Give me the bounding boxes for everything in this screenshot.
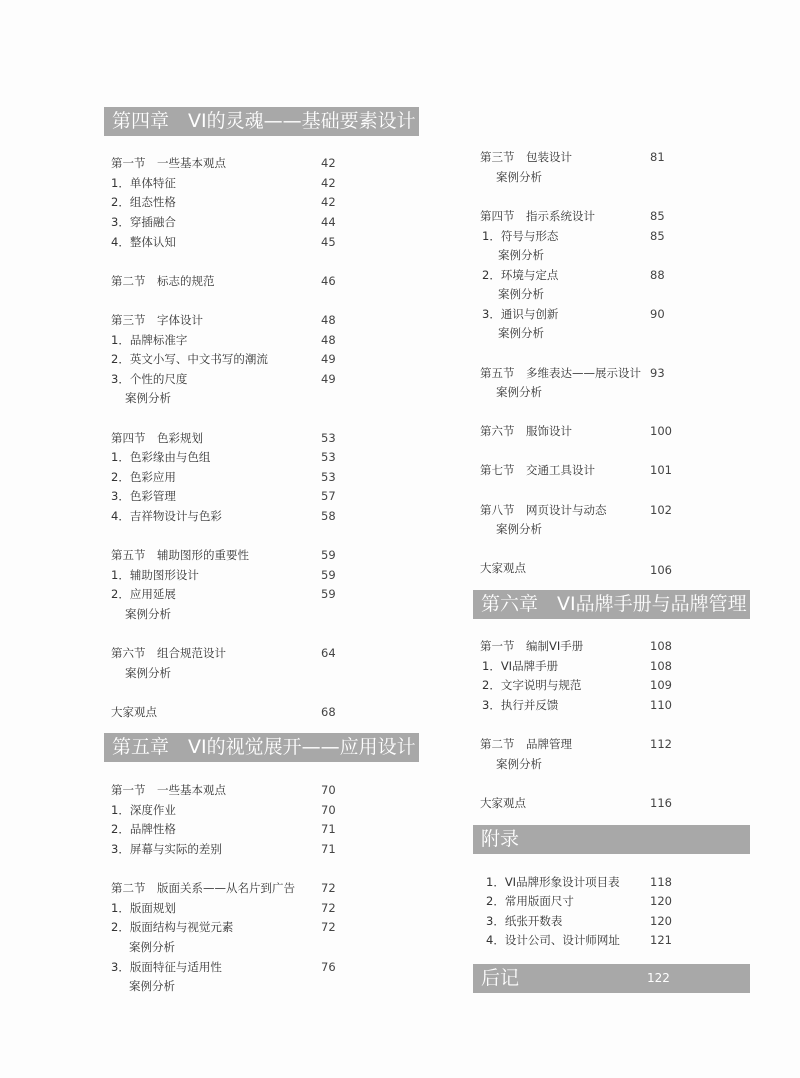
toc-entry: 3．版面特征与适用性 [111, 960, 222, 974]
appendix-title: 附录 [481, 828, 520, 850]
toc-entry-case: 案例分析 [496, 385, 542, 399]
toc-page: 101 [650, 463, 672, 477]
toc-entry: 2．英文小写、中文书写的潮流 [111, 352, 268, 366]
toc-entry: 1．单体特征 [111, 176, 176, 190]
toc-entry-case: 案例分析 [125, 391, 171, 405]
chapter-4-title: 第四章 VI的灵魂——基础要素设计 [112, 110, 416, 132]
chapter-5-title: 第五章 VI的视觉展开——应用设计 [112, 736, 416, 758]
toc-entry-case: 案例分析 [496, 170, 542, 184]
toc-page: 42 [321, 156, 336, 170]
toc-page: 85 [650, 209, 665, 223]
toc-entry: 第八节 网页设计与动态 [480, 503, 607, 517]
toc-entry: 第一节 编制VI手册 [480, 639, 584, 653]
toc-entry: 4．设计公司、设计师网址 [486, 933, 620, 947]
toc-entry: 第二节 品牌管理 [480, 737, 572, 751]
toc-page: 49 [321, 352, 336, 366]
toc-page: 59 [321, 568, 336, 582]
toc-entry: 1．VI品牌手册 [482, 659, 559, 673]
toc-entry: 大家观点 [480, 561, 526, 575]
toc-entry: 1．色彩缘由与色组 [111, 450, 211, 464]
toc-entry: 2．组态性格 [111, 195, 176, 209]
toc-entry: 大家观点 [480, 796, 526, 810]
toc-entry: 3．纸张开数表 [486, 914, 563, 928]
toc-entry-case: 案例分析 [129, 979, 175, 993]
toc-entry: 3．穿插融合 [111, 215, 176, 229]
toc-page: 48 [321, 313, 336, 327]
toc-entry: 第五节 多维表达——展示设计 [480, 366, 641, 380]
toc-entry: 第七节 交通工具设计 [480, 463, 595, 477]
toc-page: 57 [321, 489, 336, 503]
toc-entry: 3．执行并反馈 [482, 698, 559, 712]
toc-entry-case: 案例分析 [496, 757, 542, 771]
toc-entry: 2．应用延展 [111, 587, 176, 601]
toc-page: 59 [321, 548, 336, 562]
toc-page: 42 [321, 195, 336, 209]
toc-page: 106 [650, 563, 672, 577]
toc-page: 53 [321, 431, 336, 445]
toc-page: 102 [650, 503, 672, 517]
toc-entry: 大家观点 [111, 705, 157, 719]
toc-page: 59 [321, 587, 336, 601]
toc-entry: 1．品牌标准字 [111, 333, 188, 347]
chapter-6-heading [473, 590, 750, 619]
toc-page: 76 [321, 960, 336, 974]
afterword-heading [473, 964, 750, 993]
toc-page: 108 [650, 639, 672, 653]
chapter-6-title: 第六章 VI品牌手册与品牌管理 [481, 593, 747, 615]
toc-entry: 2．环境与定点 [482, 268, 559, 282]
toc-entry: 第五节 辅助图形的重要性 [111, 548, 249, 562]
toc-page: 90 [650, 307, 665, 321]
toc-page: 48 [321, 333, 336, 347]
afterword-page: 122 [647, 971, 670, 985]
toc-entry: 2．品牌性格 [111, 822, 176, 836]
toc-entry: 3．通识与创新 [482, 307, 559, 321]
toc-entry: 第二节 标志的规范 [111, 274, 215, 288]
toc-page: 81 [650, 150, 665, 164]
toc-entry-case: 案例分析 [496, 522, 542, 536]
toc-page: 120 [650, 914, 672, 928]
toc-page: 116 [650, 796, 672, 810]
toc-entry-case: 案例分析 [498, 248, 544, 262]
toc-entry: 2．常用版面尺寸 [486, 894, 574, 908]
toc-page: 121 [650, 933, 672, 947]
toc-page: 53 [321, 470, 336, 484]
toc-entry: 3．屏幕与实际的差别 [111, 842, 222, 856]
toc-page: 72 [321, 901, 336, 915]
toc-entry: 第四节 色彩规划 [111, 431, 203, 445]
toc-entry-case: 案例分析 [498, 287, 544, 301]
toc-entry-case: 案例分析 [125, 666, 171, 680]
toc-page: 108 [650, 659, 672, 673]
toc-entry: 2．文字说明与规范 [482, 678, 582, 692]
toc-entry: 第六节 服饰设计 [480, 424, 572, 438]
toc-entry: 第四节 指示系统设计 [480, 209, 595, 223]
toc-entry-case: 案例分析 [129, 940, 175, 954]
toc-entry: 第三节 字体设计 [111, 313, 203, 327]
toc-entry: 2．色彩应用 [111, 470, 176, 484]
toc-page: 44 [321, 215, 336, 229]
toc-entry: 第六节 组合规范设计 [111, 646, 226, 660]
toc-page: 58 [321, 509, 336, 523]
toc-entry-case: 案例分析 [498, 326, 544, 340]
toc-entry: 1．符号与形态 [482, 229, 559, 243]
toc-entry: 1．辅助图形设计 [111, 568, 199, 582]
toc-entry: 第二节 版面关系——从名片到广告 [111, 881, 295, 895]
toc-page: 71 [321, 822, 336, 836]
toc-page: 88 [650, 268, 665, 282]
toc-page: 68 [321, 705, 336, 719]
toc-entry: 第一节 一些基本观点 [111, 156, 226, 170]
toc-page: 49 [321, 372, 336, 386]
toc-page: 93 [650, 366, 665, 380]
toc-page: 46 [321, 274, 336, 288]
toc-entry: 第一节 一些基本观点 [111, 783, 226, 797]
toc-entry-case: 案例分析 [125, 607, 171, 621]
toc-entry: 4．吉祥物设计与色彩 [111, 509, 222, 523]
toc-entry: 3．个性的尺度 [111, 372, 188, 386]
afterword-title: 后记 [481, 967, 520, 989]
toc-entry: 1．深度作业 [111, 803, 176, 817]
toc-entry: 1．版面规划 [111, 901, 176, 915]
toc-page: 110 [650, 698, 672, 712]
toc-page: 72 [321, 920, 336, 934]
toc-page: 118 [650, 875, 672, 889]
toc-entry: 1．VI品牌形象设计项目表 [486, 875, 620, 889]
toc-page: 109 [650, 678, 672, 692]
toc-entry: 2．版面结构与视觉元素 [111, 920, 234, 934]
toc-page: 71 [321, 842, 336, 856]
appendix-heading [473, 825, 750, 854]
toc-entry: 3．色彩管理 [111, 489, 176, 503]
toc-page: 45 [321, 235, 336, 249]
toc-page: 85 [650, 229, 665, 243]
toc-page: 112 [650, 737, 672, 751]
toc-page: 70 [321, 803, 336, 817]
toc-page: 64 [321, 646, 336, 660]
toc-entry: 第三节 包装设计 [480, 150, 572, 164]
toc-page: 53 [321, 450, 336, 464]
toc-page: 42 [321, 176, 336, 190]
toc-entry: 4．整体认知 [111, 235, 176, 249]
toc-page: 70 [321, 783, 336, 797]
toc-page: 72 [321, 881, 336, 895]
toc-page: 120 [650, 894, 672, 908]
toc-page: 100 [650, 424, 672, 438]
